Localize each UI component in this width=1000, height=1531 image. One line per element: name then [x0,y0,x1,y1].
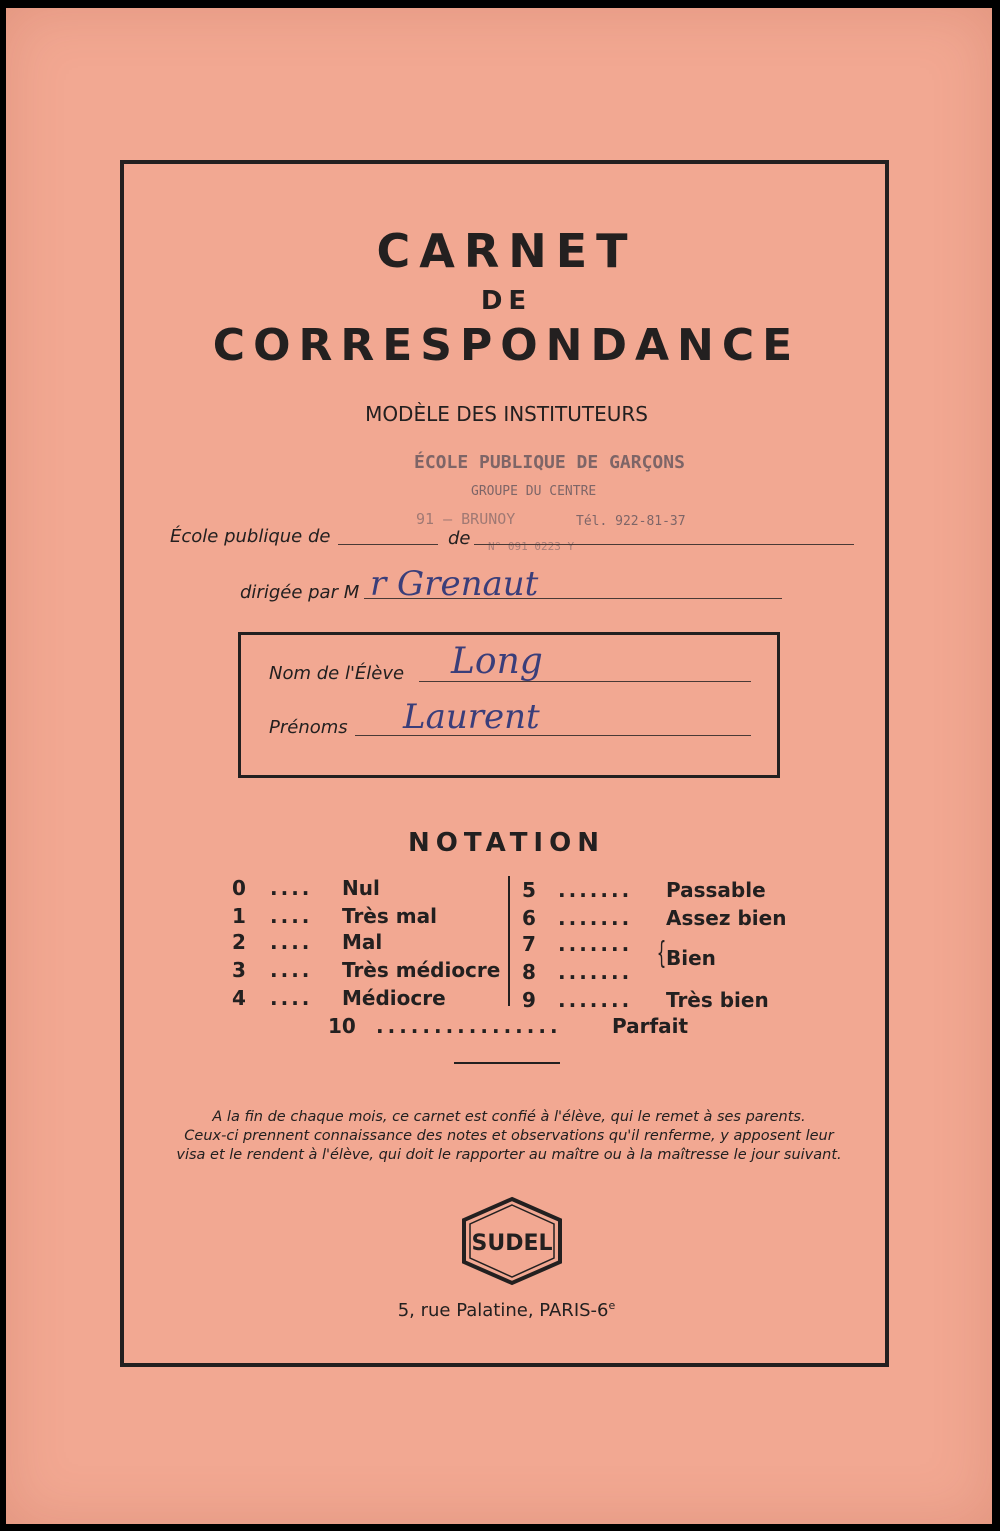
stamp-number: N° 091 0223 Y [488,540,575,553]
note-num: 1 [232,904,246,928]
instructions-line1: A la fin de chaque mois, ce carnet est confié à l'élève, qui le remet à ses parents. [212,1109,806,1125]
note-num: 10 [328,1014,356,1038]
note-dots: .... [270,958,313,982]
note-num: 6 [522,906,536,930]
bien-brace: { [656,936,667,971]
note-label: Mal [342,930,383,954]
note-num: 9 [522,988,536,1012]
note-label: Très bien [666,988,769,1012]
notation-heading: NOTATION [408,828,605,858]
stamp-town: 91 — BRUNOY [416,510,516,528]
note-dots: ....... [558,960,633,984]
address-sup: e [608,1299,616,1312]
note-label: Parfait [612,1014,689,1038]
note-num: 0 [232,876,246,900]
title-carnet: CARNET [376,224,637,278]
separator-rule [454,1062,560,1064]
note-num: 3 [232,958,246,982]
title-de: DE [480,286,533,316]
prenoms-label: Prénoms [269,717,348,738]
nom-handwriting: Long [451,641,543,682]
note-dots: ....... [558,906,633,930]
student-box [238,632,780,778]
nom-label: Nom de l'Élève [269,663,405,684]
note-label: Passable [666,878,766,902]
note-num: 8 [522,960,536,984]
note-num: 2 [232,930,246,954]
title-correspondance: CORRESPONDANCE [212,320,801,371]
dirigee-handwriting: r Grenaut [370,564,539,604]
note-dots: .... [270,986,313,1010]
note-label-bien: Bien [666,946,716,970]
subtitle: MODÈLE DES INSTITUTEURS [365,402,648,426]
de-label: de [448,528,471,549]
note-num: 4 [232,986,246,1010]
dirigee-label: dirigée par M [240,582,360,603]
booklet-cover [6,8,992,1524]
note-label: Assez bien [666,906,787,930]
ecole-line [338,544,438,545]
instructions-line3: visa et le rendent à l'élève, qui doit le rapporter au maître ou à la maîtresse le jour suivant. [176,1147,842,1163]
note-label: Médiocre [342,986,446,1010]
note-label: Très médiocre [342,958,501,982]
note-dots: ....... [558,988,633,1012]
stamp-phone: Tél. 922-81-37 [576,514,686,529]
note-dots: .... [270,930,313,954]
note-dots: ................ [376,1014,562,1038]
note-label: Très mal [342,904,437,928]
publisher-address [124,1299,889,1321]
note-dots: ....... [558,878,633,902]
ecole-label: École publique de [170,526,331,547]
instructions-line2: Ceux-ci prennent connaissance des notes et observations qu'il renferme, y apposent leur [184,1128,834,1144]
note-dots: ....... [558,932,633,956]
note-num: 5 [522,878,536,902]
sudel-logo-text: SUDEL [471,1231,553,1256]
stamp-group: GROUPE DU CENTRE [471,484,597,499]
note-label: Nul [342,876,380,900]
stamp-school: ÉCOLE PUBLIQUE DE GARÇONS [414,452,685,473]
cover-frame [120,160,889,1367]
note-dots: .... [270,876,313,900]
sudel-logo [460,1196,564,1286]
prenoms-handwriting: Laurent [403,697,540,737]
note-num: 7 [522,932,536,956]
notation-divider [508,876,510,1006]
address-text: 5, rue Palatine, PARIS-6 [397,1300,609,1321]
note-dots: .... [270,904,313,928]
de-line [474,544,854,545]
